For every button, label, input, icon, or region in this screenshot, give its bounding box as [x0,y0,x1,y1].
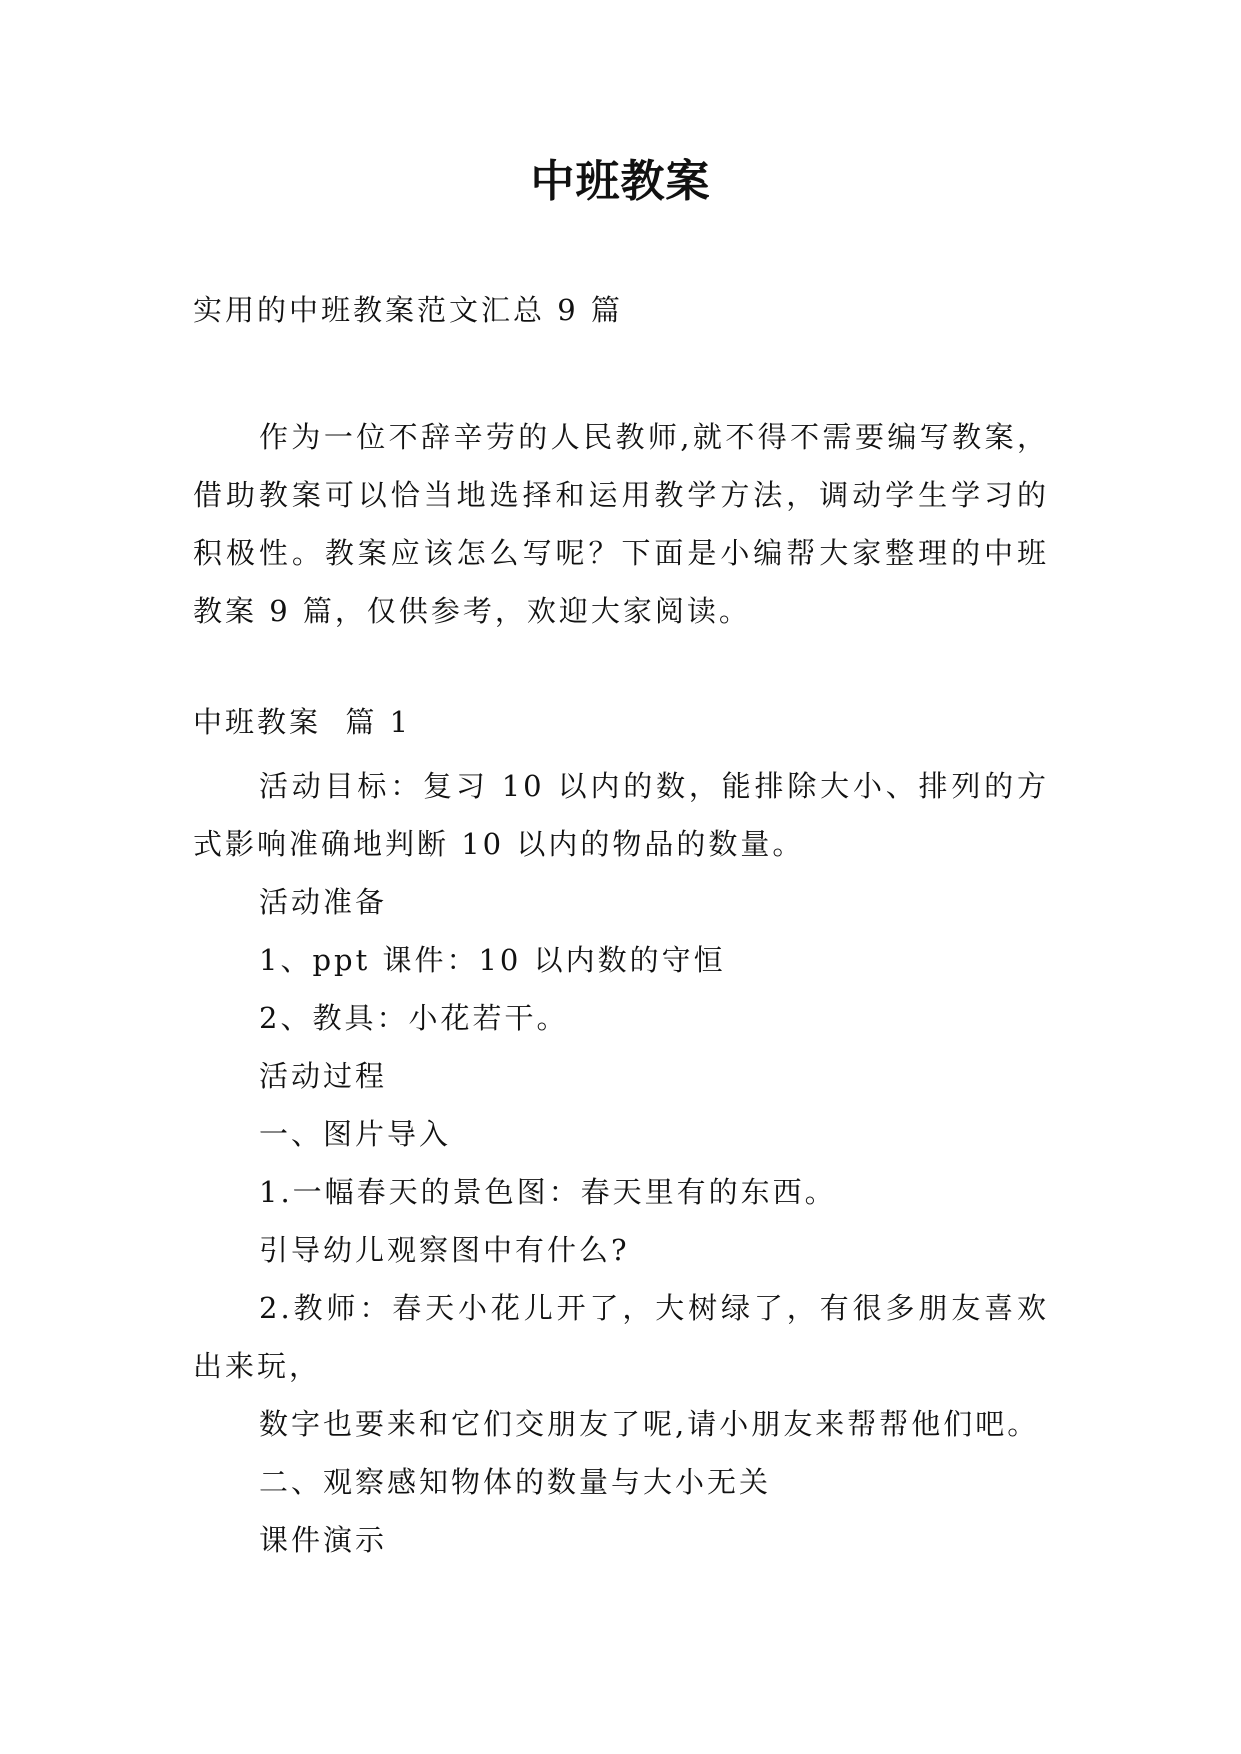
paragraph-activity-goal: 活动目标：复习 10 以内的数，能排除大小、排列的方式影响准确地判断 10 以内的物品的数量。 [193,769,1049,861]
paragraph-step-one-continuation: 数字也要来和它们交朋友了呢,请小朋友来帮帮他们吧。 [259,1407,1040,1441]
paragraph-courseware-demo: 课件演示 [259,1523,388,1557]
section-title: 中班教案 篇 1 [193,705,412,739]
lesson-body [193,757,1049,1569]
paragraph-step-one-guide: 引导幼儿观察图中有什么? [259,1233,630,1267]
document-title: 中班教案 [530,156,711,207]
paragraph-process-heading: 活动过程 [259,1059,388,1093]
paragraph-preparation-2: 2、教具：小花若干。 [259,1001,569,1035]
paragraph-preparation-1: 1、ppt 课件：10 以内数的守恒 [259,943,726,977]
paragraph-preparation-heading: 活动准备 [259,885,388,919]
document-subtitle: 实用的中班教案范文汇总 9 篇 [193,293,623,327]
paragraph-step-one-heading: 一、图片导入 [259,1117,452,1151]
paragraph-step-one-1: 1.一幅春天的景色图：春天里有的东西。 [259,1175,837,1209]
paragraph-step-one-2: 2.教师：春天小花儿开了，大树绿了，有很多朋友喜欢出来玩， [193,1291,1049,1383]
paragraph-step-two-heading: 二、观察感知物体的数量与大小无关 [259,1465,772,1499]
intro-paragraph: 作为一位不辞辛劳的人民教师,就不得不需要编写教案，借助教案可以恰当地选择和运用教学方法，调动学生学习的积极性。教案应该怎么写呢？下面是小编帮大家整理的中班教案 9 篇，仅供参考，欢迎大家阅读。 [193,420,1049,628]
